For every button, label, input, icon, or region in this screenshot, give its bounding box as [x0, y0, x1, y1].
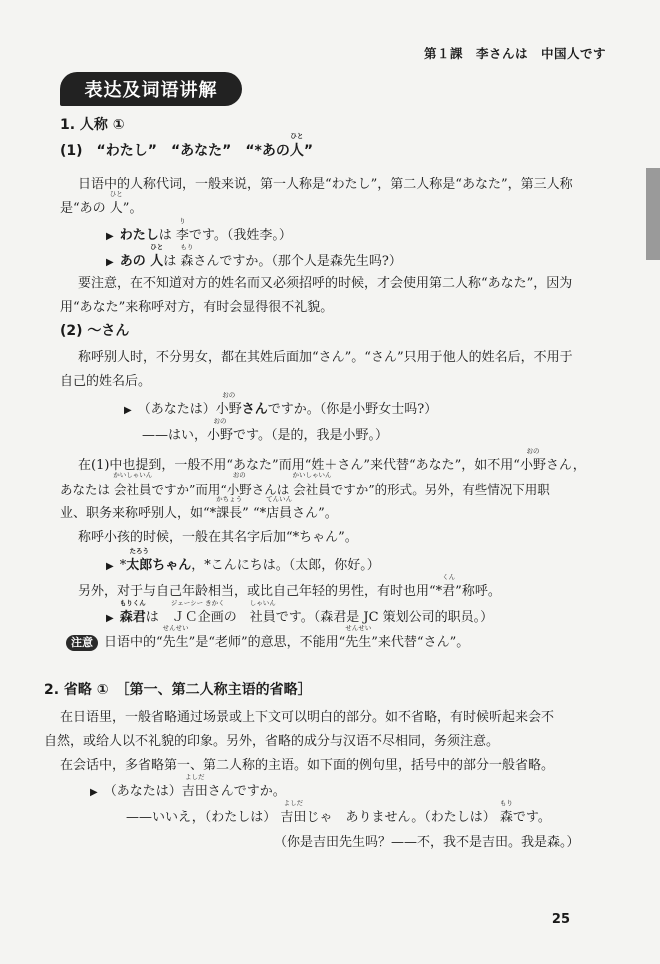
paragraph-line: 自然，或给人以不礼貌的印象。另外，省略的成分与汉语不尽相同，务须注意。 [44, 734, 500, 749]
text: は [163, 254, 181, 269]
text: ——はい， [142, 428, 208, 443]
bullet-triangle-icon: ▶ [106, 257, 114, 268]
ruby-base: 人 [150, 254, 164, 269]
ruby-reading: おの [222, 391, 236, 399]
bullet-triangle-icon: ▶ [124, 405, 132, 416]
text: あなたは [60, 482, 114, 497]
ruby-base: 小野 [519, 458, 546, 473]
text: ，*こんにちは。（太郎，你好。） [191, 558, 380, 573]
ruby [180, 243, 194, 271]
ruby-reading: かちょう [216, 495, 243, 503]
ruby-base: 店員 [266, 506, 293, 521]
ruby-base: ＪＣ企画 [171, 610, 224, 625]
bullet-triangle-icon: ▶ [106, 613, 114, 624]
subsection-1-heading [60, 132, 314, 160]
ruby [280, 799, 307, 827]
text: 另外，对于与自己年龄相当，或比自己年轻的男性，有时也用“* [78, 584, 443, 599]
text: あの [119, 254, 151, 269]
page-number: 25 [551, 912, 570, 927]
text: ——いいえ，（わたしは） [126, 810, 281, 825]
ruby-base: 太郎 [126, 558, 153, 573]
ruby-base: 小野 [226, 482, 252, 497]
ruby-base: 人 [109, 201, 123, 216]
text: 在(1)中也提到，一般不用“あなた”而用“姓＋さん”来代替“あなた”，如不用“ [78, 458, 520, 473]
text: ”称呼。 [455, 584, 501, 599]
ruby-base: 会社員 [293, 482, 331, 497]
ruby-reading: しゃいん [249, 599, 276, 607]
ruby [292, 471, 332, 499]
heading-text: ” [303, 143, 314, 159]
text: * [119, 558, 127, 573]
page-edge-tab [646, 168, 660, 260]
ruby [499, 799, 513, 827]
text: さん， [545, 458, 586, 473]
ruby [113, 471, 153, 499]
running-header: 第１課 李さんは 中国人です [423, 46, 606, 61]
text: さんですか。（那个人是森先生吗?） [193, 254, 402, 269]
ruby-reading: せんせい [345, 624, 372, 632]
ruby-base: 君 [442, 584, 456, 599]
ruby-reading: くん [442, 573, 456, 581]
text: は [158, 228, 176, 243]
ruby-base: 吉田 [181, 784, 208, 799]
paragraph-line: 日语中的人称代词，一般来说，第一人称是“わたし”，第二人称是“あなた”，第三人称 [78, 177, 573, 192]
ruby-reading: り [179, 217, 186, 225]
ruby [249, 599, 276, 627]
note-line [66, 624, 470, 652]
bullet-triangle-icon: ▶ [106, 561, 114, 572]
ruby-base: 李 [175, 228, 189, 243]
ruby-reading: よしだ [184, 773, 205, 781]
ruby-reading: よしだ [283, 799, 304, 807]
ruby [345, 624, 372, 652]
ruby [181, 773, 208, 801]
ruby [266, 495, 293, 523]
ruby-reading: もりくん [119, 599, 146, 607]
ruby-base: 社員 [249, 610, 276, 625]
text: じゃ ありません。（わたしは） [306, 810, 500, 825]
text: です。（我姓李。） [188, 228, 292, 243]
ruby-base: 小野 [207, 428, 234, 443]
ruby [150, 243, 164, 271]
text: です。（森君是 JC 策划公司的职员。） [275, 610, 494, 625]
ruby [519, 447, 546, 475]
ruby-base: 会社員 [113, 482, 152, 497]
paragraph-line: 称呼别人时，不分男女，都在其姓后面加“さん”。“さん”只用于他人的姓名后，不用于 [78, 350, 573, 365]
ruby-reading: おの [526, 447, 540, 455]
text: （あなたは） [103, 784, 182, 799]
ruby-reading: ジェーシー きかく [170, 599, 225, 607]
paragraph-line [60, 190, 143, 218]
example-line [106, 217, 292, 246]
paragraph-line: 在会话中，多省略第一、第二人称的主语。如下面的例句里，括号中的部分一般省略。 [60, 758, 555, 773]
text: ですか”的形式。另外，有些情况下用职 [330, 482, 550, 497]
ruby-base: 森君 [119, 610, 146, 625]
example-line [106, 243, 402, 272]
ruby-base: 吉田 [280, 810, 307, 825]
ruby-reading: もり [499, 799, 513, 807]
text: 是“あの [60, 201, 110, 216]
text: ちゃん [152, 558, 192, 573]
ruby [162, 624, 189, 652]
text: さん”。 [292, 506, 338, 521]
note-badge: 注意 [66, 635, 98, 651]
ruby-reading: おの [213, 417, 227, 425]
ruby-base: 森 [499, 810, 513, 825]
section-2-title: 2. 省略 ① ［第一、第二人称主语的省略］ [44, 682, 312, 698]
text: （あなたは） [137, 402, 216, 417]
text: 日语中的“ [104, 635, 163, 650]
ruby [109, 190, 123, 218]
ruby-reading: かいしゃいん [113, 471, 153, 479]
text: 业、职务来称呼别人，如“* [60, 506, 217, 521]
ruby-reading: たろう [129, 547, 149, 555]
text: ”。 [122, 201, 143, 216]
ruby-reading: ひと [109, 190, 123, 198]
ruby-base: 課長 [216, 506, 243, 521]
text: です。（是的，我是小野。） [233, 428, 388, 443]
text: です。 [512, 810, 551, 825]
translation-line: （你是吉田先生吗？——不，我不是吉田。我是森。） [274, 835, 580, 850]
example-line [126, 799, 551, 827]
text: ですか”而用“ [151, 482, 227, 497]
ruby-reading: てんいん [266, 495, 293, 503]
paragraph-line: 在日语里，一般省略通过场景或上下文可以明白的部分。如不省略，有时候听起来会不 [60, 710, 555, 725]
paragraph-line [78, 447, 586, 475]
text: ”是“老师”的意思，不能用“ [188, 635, 346, 650]
bullet-triangle-icon: ▶ [106, 231, 114, 242]
paragraph-line: 自己的姓名后。 [60, 374, 152, 389]
text: さんですか。 [207, 784, 286, 799]
ruby-reading: ひと [150, 243, 164, 251]
paragraph-line [60, 495, 338, 523]
ruby-base: 先生 [162, 635, 189, 650]
ruby-base: 人 [289, 143, 304, 159]
ruby [119, 599, 146, 627]
ruby-reading: せんせい [162, 624, 189, 632]
text: さん [241, 402, 268, 417]
text: ” “* [242, 506, 267, 521]
ruby-reading: かいしゃいん [292, 471, 332, 479]
text: わたし [119, 228, 159, 243]
ruby [207, 417, 234, 445]
ruby [442, 573, 456, 601]
ruby [289, 132, 304, 160]
ruby-base: 森 [180, 254, 194, 269]
example-line [106, 547, 380, 576]
paragraph-line: 用“あなた”来称呼对方，有时会显得很不礼貌。 [60, 300, 334, 315]
paragraph-line: 要注意，在不知道对方的姓名而又必须招呼的时候，才会使用第二人称“あなた”，因为 [78, 276, 573, 291]
example-line [142, 417, 388, 445]
bullet-triangle-icon: ▶ [90, 787, 98, 798]
heading-text: (1) “わたし” “あなた” “*あの [60, 143, 290, 159]
paragraph-line [60, 471, 550, 499]
section-banner: 表达及词语讲解 [60, 72, 242, 106]
ruby [126, 547, 153, 575]
paragraph-line: 称呼小孩的时候，一般在其名字后加“*ちゃん”。 [78, 530, 358, 545]
section-1-title: 1. 人称 ① [60, 117, 125, 133]
text: さんは [251, 482, 294, 497]
ruby-reading: おの [232, 471, 246, 479]
subsection-2-heading: (2) ～さん [60, 323, 130, 339]
example-line [90, 773, 286, 802]
text: の [223, 610, 250, 625]
text: ”来代替“さん”。 [371, 635, 470, 650]
text: ですか。（你是小野女士吗?） [267, 402, 438, 417]
ruby [216, 495, 243, 523]
example-line [124, 391, 438, 420]
ruby-reading: ひと [290, 132, 304, 140]
ruby-base: 先生 [345, 635, 372, 650]
ruby-base: 小野 [215, 402, 242, 417]
text: は [145, 610, 172, 625]
ruby-reading: もり [180, 243, 194, 251]
